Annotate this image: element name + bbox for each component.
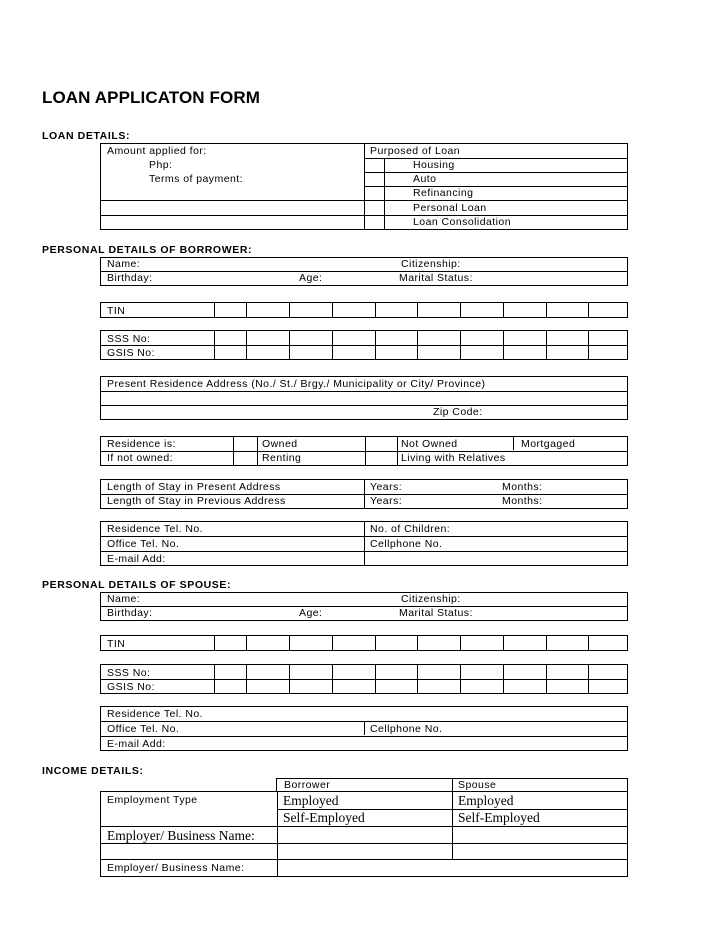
borrower-email-field[interactable]: E-mail Add: (107, 553, 166, 565)
php-field[interactable]: Php: (149, 159, 173, 171)
spouse-marital-status-field[interactable]: Marital Status: (399, 607, 473, 619)
borrower-citizenship-field[interactable]: Citizenship: (401, 258, 461, 270)
spouse-citizenship-field[interactable]: Citizenship: (401, 593, 461, 605)
spouse-contact-table (100, 706, 628, 751)
residence-not-owned-option[interactable]: Not Owned (401, 438, 458, 450)
borrower-marital-status-field[interactable]: Marital Status: (399, 272, 473, 284)
spouse-age-field[interactable]: Age: (299, 607, 323, 619)
stay-previous-months-field[interactable]: Months: (502, 495, 543, 507)
stay-previous-label: Length of Stay in Previous Address (107, 495, 286, 507)
borrower-tin-label: TIN (107, 305, 126, 317)
borrower-name-table (100, 257, 628, 286)
purpose-of-loan-label: Purposed of Loan (370, 145, 461, 157)
purpose-option-loan-consolidation[interactable]: Loan Consolidation (413, 216, 512, 228)
borrower-residence-tel-field[interactable]: Residence Tel. No. (107, 523, 204, 535)
spouse-sss-gsis-table[interactable] (100, 664, 628, 694)
stay-present-label: Length of Stay in Present Address (107, 481, 281, 493)
borrower-name-field[interactable]: Name: (107, 258, 141, 270)
income-spouse-header: Spouse (458, 779, 497, 791)
borrower-cellphone-field[interactable]: Cellphone No. (370, 538, 443, 550)
residence-is-label: Residence is: (107, 438, 176, 450)
borrower-self-employed-option[interactable]: Self-Employed (283, 810, 365, 825)
stay-previous-years-field[interactable]: Years: (370, 495, 403, 507)
purpose-option-personal-loan[interactable]: Personal Loan (413, 202, 487, 214)
stay-present-months-field[interactable]: Months: (502, 481, 543, 493)
spouse-office-tel-field[interactable]: Office Tel. No. (107, 723, 180, 735)
loan-details-table (100, 143, 628, 230)
borrower-gsis-label: GSIS No: (107, 347, 155, 359)
borrower-length-of-stay-table (100, 479, 628, 509)
residence-owned-option[interactable]: Owned (262, 438, 298, 450)
spouse-gsis-label: GSIS No: (107, 681, 155, 693)
spouse-tin-table[interactable] (100, 635, 628, 651)
income-details-table (100, 791, 628, 877)
borrower-office-tel-field[interactable]: Office Tel. No. (107, 538, 180, 550)
borrower-age-field[interactable]: Age: (299, 272, 323, 284)
spouse-sss-label: SSS No: (107, 667, 151, 679)
amount-applied-label: Amount applied for: (107, 145, 207, 157)
spouse-heading: PERSONAL DETAILS OF SPOUSE: (42, 579, 232, 591)
form-title: LOAN APPLICATON FORM (42, 88, 260, 107)
borrower-contact-table (100, 521, 628, 566)
borrower-employed-option[interactable]: Employed (283, 793, 339, 808)
borrower-address-table[interactable] (100, 376, 628, 420)
employer-business-name-label-2: Employer/ Business Name: (107, 862, 245, 874)
borrower-tin-table[interactable] (100, 302, 628, 318)
terms-of-payment-field[interactable]: Terms of payment: (149, 173, 244, 185)
income-borrower-header: Borrower (284, 779, 331, 791)
borrower-address-label: Present Residence Address (No./ St./ Brgy./ Municipality or City/ Province) (107, 378, 486, 390)
income-heading: INCOME DETAILS: (42, 765, 144, 777)
borrower-heading: PERSONAL DETAILS OF BORROWER: (42, 244, 253, 256)
purpose-option-refinancing[interactable]: Refinancing (413, 187, 474, 199)
borrower-no-of-children-field[interactable]: No. of Children: (370, 523, 451, 535)
spouse-cellphone-field[interactable]: Cellphone No. (370, 723, 443, 735)
income-header-row (276, 778, 628, 792)
spouse-employed-option[interactable]: Employed (458, 793, 514, 808)
purpose-option-auto[interactable]: Auto (413, 173, 437, 185)
employment-type-label: Employment Type (107, 794, 198, 806)
borrower-residence-table (100, 436, 628, 466)
purpose-option-housing[interactable]: Housing (413, 159, 455, 171)
spouse-self-employed-option[interactable]: Self-Employed (458, 810, 540, 825)
residence-living-with-relatives-option[interactable]: Living with Relatives (401, 452, 506, 464)
stay-present-years-field[interactable]: Years: (370, 481, 403, 493)
spouse-name-field[interactable]: Name: (107, 593, 141, 605)
loan-details-heading: LOAN DETAILS: (42, 130, 131, 142)
borrower-zip-code-field[interactable]: Zip Code: (433, 406, 483, 418)
borrower-sss-gsis-table[interactable] (100, 330, 628, 360)
borrower-sss-label: SSS No: (107, 333, 151, 345)
residence-mortgaged-option[interactable]: Mortgaged (521, 438, 576, 450)
spouse-tin-label: TIN (107, 638, 126, 650)
spouse-email-field[interactable]: E-mail Add: (107, 738, 166, 750)
spouse-birthday-field[interactable]: Birthday: (107, 607, 153, 619)
borrower-birthday-field[interactable]: Birthday: (107, 272, 153, 284)
spouse-name-table (100, 592, 628, 621)
if-not-owned-label: If not owned: (107, 452, 173, 464)
residence-renting-option[interactable]: Renting (262, 452, 302, 464)
employer-business-name-label-1: Employer/ Business Name: (107, 828, 255, 843)
spouse-residence-tel-field[interactable]: Residence Tel. No. (107, 708, 204, 720)
